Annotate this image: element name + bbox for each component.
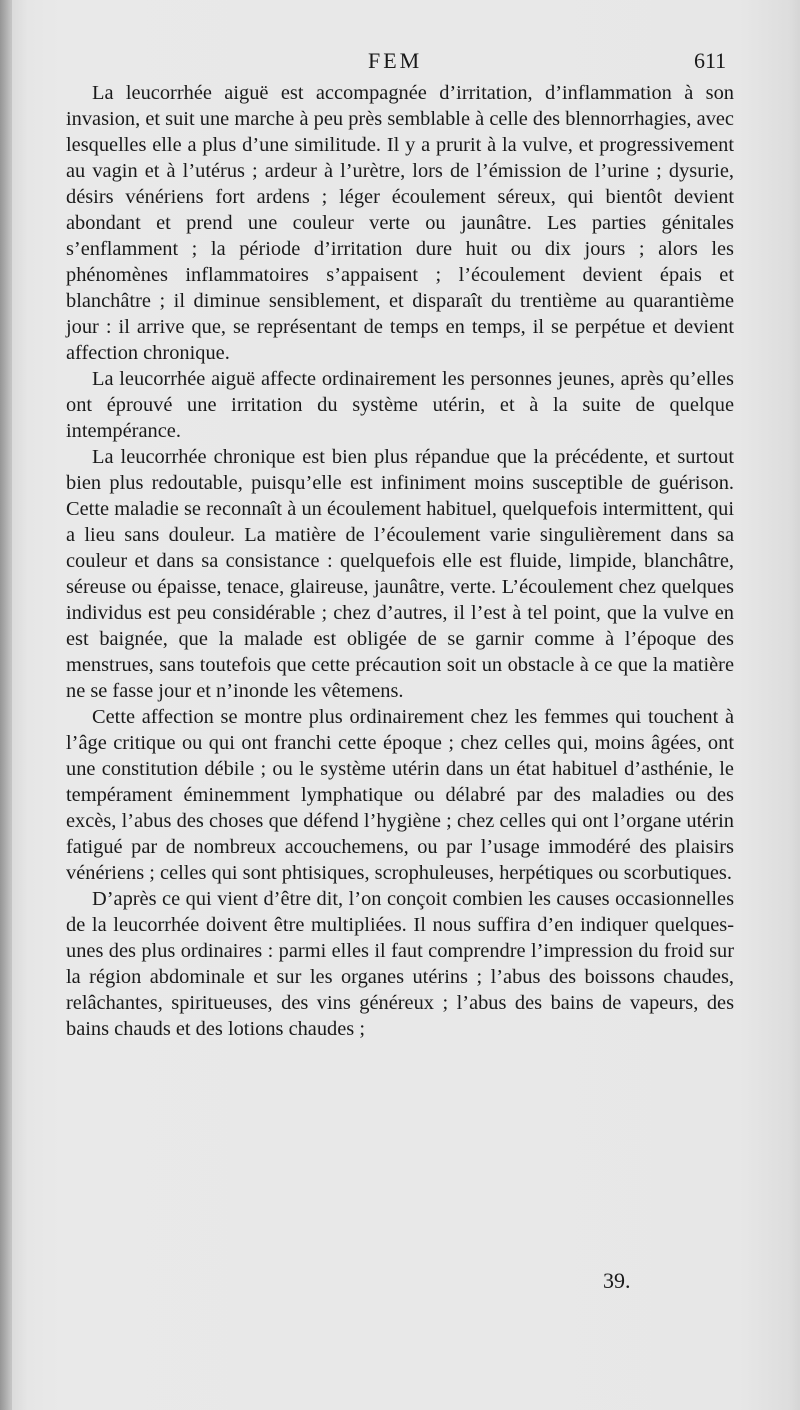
paragraph-2: La leucorrhée aiguë affecte ordinairement les personnes jeunes, après qu’elles ont éprouvé une irritation du système utérin, et à la suite de quelque intempérance. xyxy=(66,368,734,442)
paragraph-1: La leucorrhée aiguë est accompagnée d’irritation, d’inflammation à son invasion, et suit une marche à peu près semblable à celle des blennorrhagies, avec lesquelles elle a plus d’une similitude. Il y a prurit à la vulve, et progressivement au vagin et à l’utérus ; ardeur à l’urètre, lors de l’émission de l’urine ; dysurie, désirs vénériens fort ardens ; léger écoulement séreux, qui bientôt devient abondant et prend une couleur verte ou jaunâtre. Les parties génitales s’enflamment ; la période d’irritation dure huit ou dix jours ; alors les phénomènes inflammatoires s’appaisent ; l’écoulement devient épais et blanchâtre ; il diminue sensiblement, et disparaît du trentième au quarantième jour : il arrive que, se représentant de temps en temps, il se perpétue et devient affection chronique. xyxy=(66,82,734,364)
paragraph-4: Cette affection se montre plus ordinairement chez les femmes qui touchent à l’âge critique ou qui ont franchi cette époque ; chez celles qui, moins âgées, ont une constitution débile ; ou le système utérin dans un état habituel d’asthénie, le tempérament éminemment lymphatique ou délabré par des maladies ou des excès, l’abus des choses que défend l’hygiène ; chez celles qui ont l’organe utérin fatigué par de nombreux accouchemens, ou par l’usage immodéré des plaisirs vénériens ; celles qui sont phtisiques, scrophuleuses, herpétiques ou scorbutiques. xyxy=(66,706,734,884)
page-number: 611 xyxy=(694,48,727,73)
page-gutter-shadow xyxy=(0,0,12,1410)
body-text xyxy=(66,80,734,1042)
paragraph-5: D’après ce qui vient d’être dit, l’on conçoit combien les causes occasionnelles de la leucorrhée doivent être multipliées. Il nous suffira d’en indiquer quelques-unes des plus ordinaires : parmi elles il faut comprendre l’impression du froid sur la région abdominale et sur les organes utérins ; l’abus des boissons chaudes, relâchantes, spiritueuses, des vins généreux ; l’abus des bains de vapeurs, des bains chauds et des lotions chaudes ; xyxy=(66,888,734,1040)
running-head xyxy=(0,48,800,78)
running-head-title: FEM xyxy=(368,48,423,73)
signature-mark: 39. xyxy=(603,1268,631,1293)
paragraph-3: La leucorrhée chronique est bien plus répandue que la précédente, et surtout bien plus redoutable, puisqu’elle est infiniment moins susceptible de guérison. Cette maladie se reconnaît à un écoulement habituel, quelquefois intermittent, qui a lieu sans douleur. La matière de l’écoulement varie singulièrement dans sa couleur et dans sa consistance : quelquefois elle est fluide, limpide, blanchâtre, séreuse ou épaisse, tenace, glaireuse, jaunâtre, verte. L’écoulement chez quelques individus est peu considérable ; chez d’autres, il l’est à tel point, que la vulve en est baignée, que la malade est obligée de se garnir comme à l’époque des menstrues, sans toutefois que cette précaution soit un obstacle à ce que la matière ne se fasse jour et n’inonde les vêtemens. xyxy=(66,446,734,702)
